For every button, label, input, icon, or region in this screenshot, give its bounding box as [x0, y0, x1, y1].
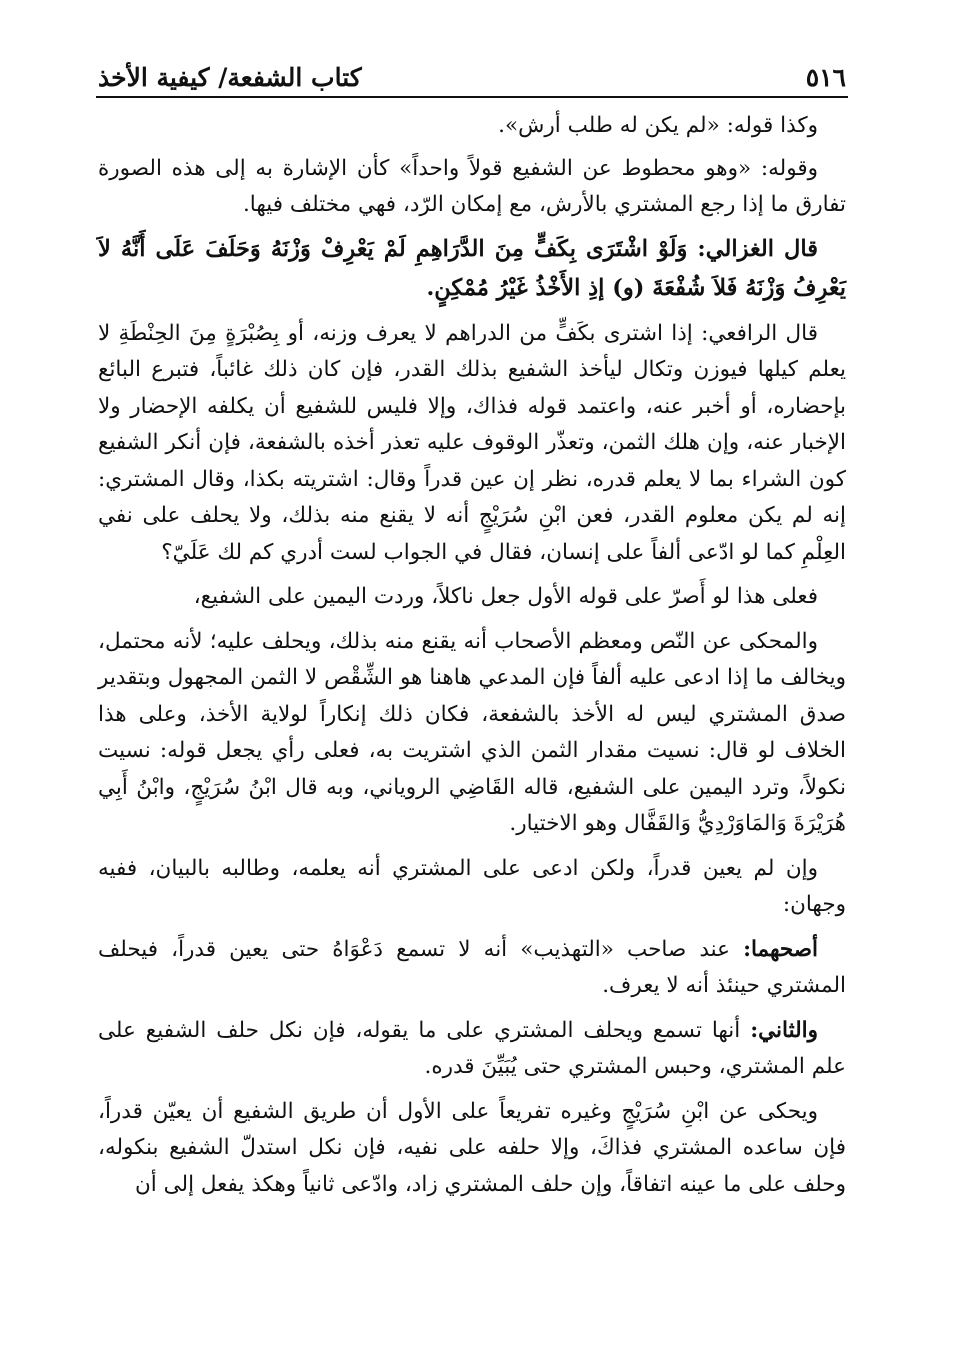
paragraph-7: وإن لم يعين قدراً، ولكن ادعى على المشتري أنه يعلمه، وطالبه بالبيان، ففيه وجهان: — [98, 855, 846, 917]
header-divider — [96, 96, 848, 98]
paragraph-first-view — [98, 932, 846, 1005]
paragraph-second-view — [98, 1013, 846, 1086]
paragraph-1: وكذا قوله: «لم يكن له طلب أرش». — [498, 113, 818, 138]
second-view-text: أنها تسمع ويحلف المشتري على ما يقوله، فإن نكل حلف الشفيع على علم المشتري، وحبس المشتري حتى يُبَيِّنَ قدره. — [98, 1017, 846, 1079]
paragraph-rafii: قال الرافعي: إذا اشترى بكَفٍّ من الدراهم لا يعرف وزنه، أو بِصُبْرَةٍ مِنَ الحِنْطَةِ لا يعلم كيلها فيوزن وتكال ليأخذ الشفيع بذلك القدر، فإن كان ذلك غائباً، فتبرع البائع بإحضاره، أو أخبر عنه، واعتمد قوله فذاك، وإلا فليس للشفيع أن يكلفه الإحضار ولا الإخبار عنه، وإن هلك الثمن، وتعذّر الوقوف عليه تعذر أخذه بالشفعة، فإن أنكر الشفيع كون الشراء بما لا يعلم قدره، نظر إن عين قدراً وقال: اشتريته بكذا، وقال المشتري: إنه لم يكن معلوم القدر، فعن ابْنِ سُرَيْجٍ أنه لا يقنع منه بذلك، ولا يحلف على نفي العِلْمِ كما لو ادّعى ألفاً على إنسان، فقال في الجواب لست أدري كم لك عَلَيّ؟ — [98, 320, 846, 565]
paragraph-ghazali-quote: قال الغزالي: وَلَوْ اشْتَرَى بِكَفٍّ مِنَ الدَّرَاهِمِ لَمْ يَعْرِفْ وَزْنَهُ وَحَلَفَ عَلَى أَنَّهُ لاَ يَعْرِفُ وَزْنَهُ فَلاَ شُفْعَةَ (و) إذِ الأَخْذُ غَيْرُ مُمْكِنٍ. — [98, 235, 846, 301]
second-view-lead: والثاني: — [750, 1017, 818, 1043]
running-title: كتاب الشفعة/ كيفية الأخذ — [98, 63, 362, 92]
first-view-lead: أصحهما: — [743, 936, 818, 962]
paragraph-5: فعلى هذا لو أَصرّ على قوله الأول جعل ناكلاً، وردت اليمين على الشفيع، — [193, 584, 818, 609]
page-number: ٥١٦ — [805, 63, 846, 92]
paragraph-2: وقوله: «وهو محطوط عن الشفيع قولاً واحداً» كأن الإشارة به إلى هذه الصورة تفارق ما إذا رجع المشتري بالأرش، مع إمكان الرّد، فهي مختلف فيها. — [98, 155, 846, 217]
first-view-text: عند صاحب «التهذيب» أنه لا تسمع دَعْوَاهُ حتى يعين قدراً، فيحلف المشتري حينئذ أنه لا يعرف. — [98, 936, 846, 998]
page-body — [98, 108, 846, 1203]
paragraph-10: ويحكى عن ابْنِ سُرَيْجٍ وغيره تفريعاً على الأول أن طريق الشفيع أن يعيّن قدراً، فإن ساعده المشتري فذاكَ، وإلا حلفه على نفيه، فإن نكل استدلّ الشفيع بنكوله، وحلف على ما عينه اتفاقاً، وإن حلف المشتري زاد، وادّعى ثانياً وهكذ يفعل إلى أن — [98, 1098, 846, 1197]
paragraph-6: والمحكى عن النّص ومعظم الأصحاب أنه يقنع منه بذلك، ويحلف عليه؛ لأنه محتمل، ويخالف ما إذا ادعى عليه ألفاً فإن المدعي هاهنا هو الشِّقْص لا الثمن المجهول وبتقدير صدق المشتري ليس له الأخذ بالشفعة، فكان ذلك إنكاراً لولاية الأخذ، وعلى هذا الخلاف لو قال: نسيت مقدار الثمن الذي اشتريت به، فعلى رأي يجعل قوله: نسيت نكولاً، وترد اليمين على الشفيع، قاله القَاضِي الروياني، وبه قال ابْنُ سُرَيْجٍ، وابْنُ أَبِي هُرَيْرَةَ وَالمَاوَرْدِيُّ وَالقَفَّال وهو الاختيار. — [98, 628, 846, 836]
page-header — [98, 52, 846, 92]
